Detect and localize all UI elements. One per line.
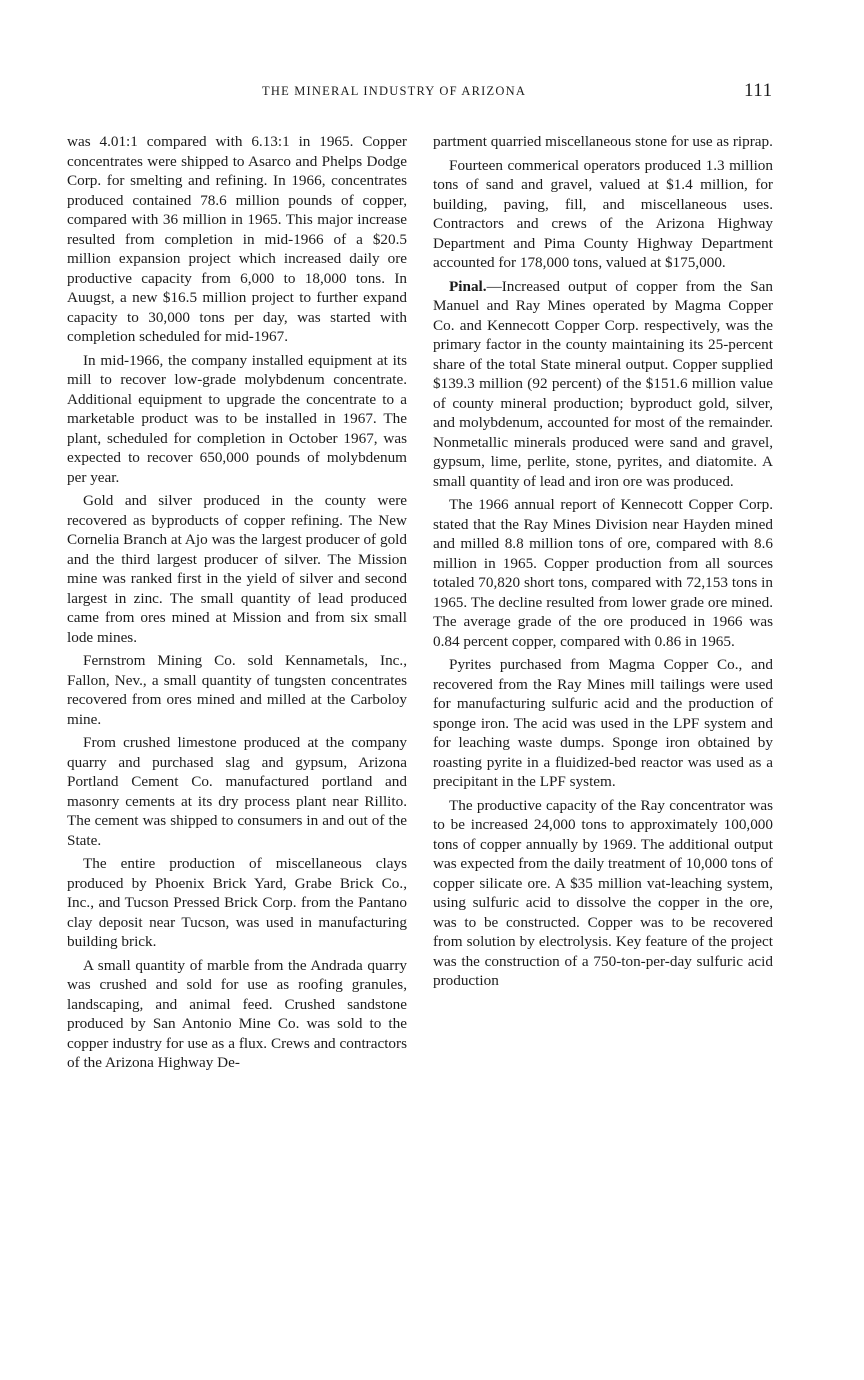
running-head: THE MINERAL INDUSTRY OF ARIZONA xyxy=(262,84,527,98)
paragraph-pyrites: Pyrites purchased from Magma Copper Co., and recovered from the Ray Mines mill tailings were used for manufacturing sulfuric acid and the production of sponge iron. The acid was used in the LPF system and for leaching waste dumps. Sponge iron obtained by roasting pyrite in a fluidized-bed reactor was used as a precipitant in the LPF system. xyxy=(433,656,773,790)
paragraph-marble: A small quantity of marble from the Andrada quarry was crushed and sold for use as roofing granules, landscaping, and animal feed. Crushed sandstone produced by San Antonio Mine Co. was sold to the copper industry for use as a flux. Crews and contractors of the Arizona Highway De- xyxy=(67,956,407,1071)
paragraph-riprap-continuation: partment quarried miscellaneous stone for use as riprap. xyxy=(433,133,773,150)
paragraph-ray-capacity: The productive capacity of the Ray concentrator was to be increased 24,000 tons to approximately 100,000 tons of copper annually by 1969. The additional output was expected from the daily treatment of 10,000 tons of copper silicate ore. A $35 million vat-leaching system, using sulfuric acid to dissolve the copper in the ore, was to be constructed. Copper was to be recovered from solution by electrolysis. Key feature of the project was the construction of a 750-ton-per-day sulfuric acid production xyxy=(433,796,773,989)
paragraph-kennecott-report: The 1966 annual report of Kennecott Copper Corp. stated that the Ray Mines Division near Hayden mined and milled 8.8 million tons of ore, compared with 8.6 million in 1965. Copper production from all sources totaled 70,820 short tons, compared with 72,153 tons in 1965. The decline resulted from lower grade ore mined. The average grade of the ore produced in 1966 was 0.84 percent copper, compared with 0.86 in 1965. xyxy=(433,496,773,650)
paragraph-sand-gravel: Fourteen commerical operators produced 1.3 million tons of sand and gravel, valued at $1.4 million, for building, paving, fill, and miscellaneous uses. Contractors and crews of the Arizona Highway Department and Pima County Highway Department accounted for 178,000 tons, valued at $175,000. xyxy=(433,156,773,271)
left-column xyxy=(67,132,407,1077)
paragraph-limestone: From crushed limestone produced at the company quarry and purchased slag and gypsum, Arizona Portland Cement Co. manufactured portland and masonry cements at its dry process plant near Rillito. The cement was shipped to consumers in and out of the State. xyxy=(67,734,407,849)
paragraph-molybdenum: In mid-1966, the company installed equipment at its mill to recover low-grade molybdenum concentrate. Additional equipment to upgrade the concentrate to a marketable product was to be installed in 1967. The plant, scheduled for completion in October 1967, was expected to recover 650,000 pounds of molybdenum per year. xyxy=(67,351,407,486)
page-number: 111 xyxy=(744,80,773,101)
paragraph-ratio-continuation: was 4.01:1 compared with 6.13:1 in 1965. Copper concentrates were shipped to Asarco and Phelps Dodge Corp. for smelting and refining. In 1966, concentrates produced contained 78.6 million pounds of copper, compared with 36 million in 1965. This major increase resulted from completion in mid-1966 of a $20.5 million expansion project which increased daily ore productive capacity from 6,000 to 18,000 tons. In Auugst, a new $16.5 million project to further expand capacity to 30,000 tons per day, was started with completion scheduled for mid-1967. xyxy=(67,133,407,345)
right-column xyxy=(433,132,773,995)
paragraph-clays: The entire production of miscellaneous clays produced by Phoenix Brick Yard, Grabe Brick Co., Inc., and Tucson Pressed Brick Corp. from the Pantano clay deposit near Tucson, was used in manufacturing building brick. xyxy=(67,855,407,950)
paragraph-gold-silver: Gold and silver produced in the county were recovered as byproducts of copper refining. The New Cornelia Branch at Ajo was the largest producer of gold and the third largest producer of silver. The Mission mine was ranked first in the yield of silver and second largest in zinc. The small quantity of lead produced came from ores mined at Mission and from six small lode mines. xyxy=(67,492,407,646)
pinal-paragraph-text: —Increased output of copper from the San Manuel and Ray Mines operated by Magma Copper Co. and Kennecott Copper Corp. respectively, was the primary factor in the county maintaining its 25-percent share of the total State mineral output. Copper supplied $139.3 million (92 percent) of the $151.6 million value of county mineral production; byproduct gold, silver, and molybdenum, accounted for most of the remainder. Nonmetallic minerals produced were sand and gravel, gypsum, lime, perlite, stone, pyrites, and diatomite. A small quantity of lead and iron ore was produced. xyxy=(433,277,773,490)
paragraph-fernstrom: Fernstrom Mining Co. sold Kennametals, Inc., Fallon, Nev., a small quantity of tungsten concentrates recovered from ores mined and milled at the Carboloy mine. xyxy=(67,652,407,728)
pinal-county-heading: Pinal. xyxy=(449,277,487,295)
paragraph-pinal xyxy=(433,277,773,492)
